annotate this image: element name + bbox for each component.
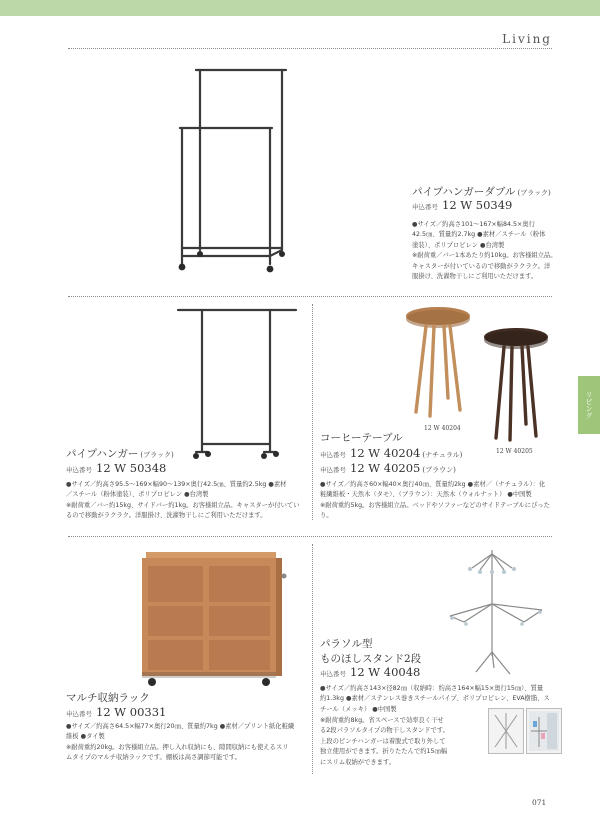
product-title [66,446,174,461]
desc-line: にスリム収納ができます。 [320,758,396,766]
desc-line: ※耐荷重／バー約15kg、サイドバー約1kg。お客様組立品。キャスターが付いてい [66,501,300,509]
product-note [320,716,486,768]
order-label: 申込番号 [320,466,346,474]
order-label: 申込番号 [66,710,92,718]
order-label: 申込番号 [320,451,346,459]
order-number [320,461,456,475]
pipe-hanger-image [172,304,302,466]
desc-line: ※耐荷重約20kg。お客様組立品。押し入れ収納にも、隙間収納にも使えるスリ [66,743,289,751]
section-divider [68,536,552,537]
desc-line: ／スチール（粉体塗装）、ポリプロピレン ●台湾製 [66,491,209,499]
desc-line: ●サイズ／約高さ64.5×幅77×奥行20㎝、質量約7kg ●素材／プリント紙化粧繊 [66,723,295,730]
product-description [66,480,306,522]
product-title: コーヒーテーブル [320,432,403,444]
usage-thumbnail [526,708,562,754]
section-label: Living [502,32,552,46]
section-divider [68,296,552,297]
product-description [66,722,306,764]
order-label: 申込番号 [66,466,92,474]
desc-line: 塗装）、ポリプロピレン ●台湾製 [412,241,505,249]
desc-line: 上段のピンチハンガーは着脱式で取り外して [320,737,446,745]
column-divider [312,304,313,520]
order-number [320,446,462,460]
multi-storage-rack-image [138,548,290,688]
desc-line: ●サイズ／約高さ95.5〜169×幅90〜139×奥行42.5㎝、質量約2.5kg ●素材 [66,481,287,488]
product-description [412,220,562,282]
desc-line: ※耐荷重／バー1本あたり約10kg。お客様組立品。 [412,252,557,260]
desc-line: 維板 ●タイ製 [66,733,105,741]
order-label: 申込番号 [320,670,346,678]
header-divider [68,48,552,49]
header-bar [0,0,600,16]
desc-line: 42.5㎝、質量約2.7kg ●素材／スチール（粉体 [412,231,546,239]
desc-line: キャスターが付いているので移動がラクラク。洋 [412,262,551,270]
title-line: パラソル型 [320,638,373,650]
title-text: パイプハンガー [66,448,139,460]
order-code: 12 W 40048 [350,665,421,679]
order-code: 12 W 50349 [442,198,513,212]
order-number [320,665,420,679]
desc-line: るので移動がラクラク。洋服掛け、洗濯物干しにご利用いただけます。 [66,512,267,520]
desc-line: 約1.3kg ●素材／ステンレス巻きスチールパイプ、ポリプロピレン、EVA樹脂、ス [320,695,550,703]
side-tab-living[interactable]: リビング [578,376,600,434]
desc-line: ※耐荷重約5kg。お客様組立品。ベッドやソファーなどのサイドテーブルにぴった [320,501,550,509]
title-text: パイプハンガーダブル [412,186,516,198]
double-pipe-hanger-image [176,64,296,280]
title-line: ものほしスタンド2段 [320,653,422,665]
order-code: 12 W 40204 [350,446,421,460]
desc-line: ●サイズ／約高さ60×幅40×奥行40㎝、質量約2kg ●素材／（ナチュラル）：化 [320,481,546,488]
desc-line: り。 [320,512,333,520]
page-number: 071 [532,798,547,807]
desc-line: 粧繊維板・天然木（タモ）、（ブラウン）：天然木（ウォルナット） ●中国製 [320,491,532,499]
desc-line: ※耐荷重約8kg。省スペースで効率良く干せ [320,717,444,724]
product-description [320,480,560,522]
color-variant: (ブラウン) [422,466,456,474]
column-divider [312,544,313,774]
desc-line: る2段パラソルタイプの物干しスタンドです。 [320,727,449,735]
color-variant: (ナチュラル) [422,451,463,459]
order-label: 申込番号 [412,203,438,211]
order-code: 12 W 40205 [350,461,421,475]
desc-line: 独立使用ができます。折りたたんで約15㎝幅 [320,748,448,756]
image-caption: 12 W 40205 [496,448,533,455]
order-number [412,198,512,212]
order-number [66,461,166,475]
desc-line: ●サイズ／約高さ143×径82㎝（収納時：約高さ164×幅15×奥行15㎝）、質量 [320,685,544,692]
product-title [320,636,421,666]
color-variant: (ブラック) [517,189,551,197]
folded-stand-thumbnail [488,708,524,754]
product-title: マルチ収納ラック [66,692,150,704]
product-title [412,184,551,199]
order-code: 12 W 50348 [96,461,167,475]
parasol-drying-stand-image [446,546,556,680]
desc-line: 服掛け、洗濯物干しにご利用いただけます。 [412,273,538,281]
coffee-table-natural-image [400,304,478,420]
desc-line: ●サイズ／約高さ101〜167×幅84.5×奥行 [412,221,535,228]
desc-line: チール（メッキ） ●中国製 [320,705,397,713]
color-variant: (ブラック) [140,451,174,459]
desc-line: ムタイプのマルチ収納ラックです。棚板は高さ調節可能です。 [66,754,241,762]
order-code: 12 W 00331 [96,705,167,719]
image-caption: 12 W 40204 [424,425,461,432]
coffee-table-brown-image [480,326,554,446]
order-number [66,705,166,719]
